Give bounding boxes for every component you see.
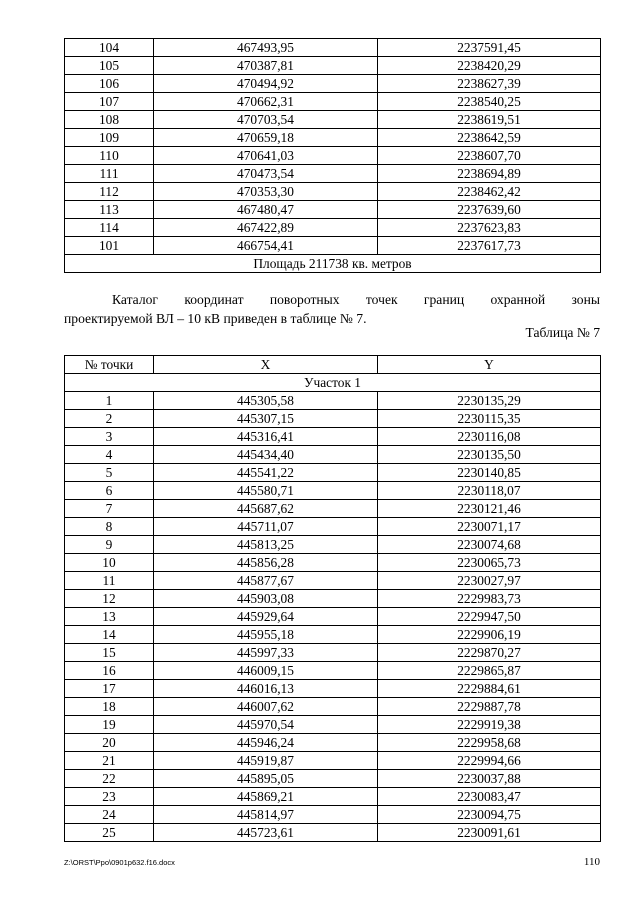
- y-coordinate-cell: 2237639,60: [378, 201, 601, 219]
- y-coordinate-cell: 2229947,50: [378, 608, 601, 626]
- point-number-cell: 1: [65, 392, 154, 410]
- table-row: [65, 698, 601, 716]
- x-coordinate-cell: 445316,41: [154, 428, 378, 446]
- table-row: [65, 788, 601, 806]
- table-row: [65, 572, 601, 590]
- section-title: Участок 1: [65, 374, 601, 392]
- area-cell: Площадь 211738 кв. метров: [65, 255, 601, 273]
- y-coordinate-cell: 2237623,83: [378, 219, 601, 237]
- table-row: [65, 165, 601, 183]
- paragraph-word: точек: [365, 292, 398, 307]
- x-coordinate-cell: 445929,64: [154, 608, 378, 626]
- point-number-cell: 104: [65, 39, 154, 57]
- point-number-cell: 9: [65, 536, 154, 554]
- point-number-cell: 23: [65, 788, 154, 806]
- table-row: [65, 518, 601, 536]
- x-coordinate-cell: 470387,81: [154, 57, 378, 75]
- y-coordinate-cell: 2229958,68: [378, 734, 601, 752]
- point-number-cell: 2: [65, 410, 154, 428]
- x-coordinate-cell: 466754,41: [154, 237, 378, 255]
- y-coordinate-cell: 2238607,70: [378, 147, 601, 165]
- table-row: [65, 752, 601, 770]
- x-coordinate-cell: 445305,58: [154, 392, 378, 410]
- table-row: [65, 482, 601, 500]
- table-row: [65, 410, 601, 428]
- y-coordinate-cell: 2238694,89: [378, 165, 601, 183]
- point-number-cell: 11: [65, 572, 154, 590]
- table-row: [65, 392, 601, 410]
- table-row: [65, 500, 601, 518]
- point-number-cell: 105: [65, 57, 154, 75]
- table-row: [65, 626, 601, 644]
- header-y: Y: [378, 356, 601, 374]
- table-row: [65, 183, 601, 201]
- point-number-cell: 19: [65, 716, 154, 734]
- table-row: [65, 536, 601, 554]
- point-number-cell: 3: [65, 428, 154, 446]
- y-coordinate-cell: 2230071,17: [378, 518, 601, 536]
- y-coordinate-cell: 2230074,68: [378, 536, 601, 554]
- table-row: [65, 644, 601, 662]
- point-number-cell: 16: [65, 662, 154, 680]
- table-header-row: [65, 356, 601, 374]
- y-coordinate-cell: 2230115,35: [378, 410, 601, 428]
- point-number-cell: 107: [65, 93, 154, 111]
- paragraph-line-1: [64, 290, 600, 309]
- y-coordinate-cell: 2230027,97: [378, 572, 601, 590]
- x-coordinate-cell: 445997,33: [154, 644, 378, 662]
- y-coordinate-cell: 2229919,38: [378, 716, 601, 734]
- x-coordinate-cell: 445814,97: [154, 806, 378, 824]
- point-number-cell: 24: [65, 806, 154, 824]
- y-coordinate-cell: 2229906,19: [378, 626, 601, 644]
- table-row: [65, 824, 601, 842]
- x-coordinate-cell: 445711,07: [154, 518, 378, 536]
- x-coordinate-cell: 467480,47: [154, 201, 378, 219]
- paragraph-word: координат: [184, 292, 244, 307]
- point-number-cell: 4: [65, 446, 154, 464]
- table-row: [65, 590, 601, 608]
- x-coordinate-cell: 445946,24: [154, 734, 378, 752]
- y-coordinate-cell: 2238540,25: [378, 93, 601, 111]
- y-coordinate-cell: 2238420,29: [378, 57, 601, 75]
- x-coordinate-cell: 445895,05: [154, 770, 378, 788]
- table-row: [65, 554, 601, 572]
- y-coordinate-cell: 2230121,46: [378, 500, 601, 518]
- x-coordinate-cell: 445580,71: [154, 482, 378, 500]
- paragraph-word: Каталог: [112, 292, 158, 307]
- x-coordinate-cell: 470353,30: [154, 183, 378, 201]
- table-row: [65, 201, 601, 219]
- x-coordinate-cell: 445541,22: [154, 464, 378, 482]
- table-row: [65, 57, 601, 75]
- point-number-cell: 13: [65, 608, 154, 626]
- footer-file-path: Z:\ORST\Ppo\0901p632.f16.docx: [64, 858, 175, 867]
- table-row: [65, 219, 601, 237]
- x-coordinate-cell: 470494,92: [154, 75, 378, 93]
- x-coordinate-cell: 446016,13: [154, 680, 378, 698]
- area-row: [65, 255, 601, 273]
- table-row: [65, 75, 601, 93]
- table-row: [65, 608, 601, 626]
- x-coordinate-cell: 470662,31: [154, 93, 378, 111]
- x-coordinate-cell: 470659,18: [154, 129, 378, 147]
- y-coordinate-cell: 2230135,50: [378, 446, 601, 464]
- table-7-body: [65, 392, 601, 842]
- point-number-cell: 110: [65, 147, 154, 165]
- table-row: [65, 129, 601, 147]
- x-coordinate-cell: 446009,15: [154, 662, 378, 680]
- table-row: [65, 464, 601, 482]
- header-point-number: № точки: [65, 356, 154, 374]
- point-number-cell: 109: [65, 129, 154, 147]
- x-coordinate-cell: 445877,67: [154, 572, 378, 590]
- y-coordinate-cell: 2237617,73: [378, 237, 601, 255]
- y-coordinate-cell: 2230083,47: [378, 788, 601, 806]
- y-coordinate-cell: 2238619,51: [378, 111, 601, 129]
- y-coordinate-cell: 2230116,08: [378, 428, 601, 446]
- paragraph-word: охранной: [490, 292, 546, 307]
- point-number-cell: 21: [65, 752, 154, 770]
- header-x: X: [154, 356, 378, 374]
- x-coordinate-cell: 445903,08: [154, 590, 378, 608]
- point-number-cell: 7: [65, 500, 154, 518]
- point-number-cell: 6: [65, 482, 154, 500]
- table-row: [65, 734, 601, 752]
- table-row: [65, 111, 601, 129]
- y-coordinate-cell: 2230118,07: [378, 482, 601, 500]
- y-coordinate-cell: 2230091,61: [378, 824, 601, 842]
- point-number-cell: 8: [65, 518, 154, 536]
- x-coordinate-cell: 445919,87: [154, 752, 378, 770]
- point-number-cell: 111: [65, 165, 154, 183]
- table-row: [65, 806, 601, 824]
- table-row: [65, 680, 601, 698]
- x-coordinate-cell: 446007,62: [154, 698, 378, 716]
- point-number-cell: 20: [65, 734, 154, 752]
- y-coordinate-cell: 2229884,61: [378, 680, 601, 698]
- point-number-cell: 112: [65, 183, 154, 201]
- x-coordinate-cell: 445307,15: [154, 410, 378, 428]
- x-coordinate-cell: 467422,89: [154, 219, 378, 237]
- x-coordinate-cell: 445723,61: [154, 824, 378, 842]
- paragraph-word: зоны: [571, 292, 600, 307]
- coordinates-table-continued: [64, 38, 601, 273]
- point-number-cell: 101: [65, 237, 154, 255]
- catalog-paragraph: [64, 290, 600, 328]
- table-row: [65, 446, 601, 464]
- y-coordinate-cell: 2230135,29: [378, 392, 601, 410]
- paragraph-word: поворотных: [269, 292, 340, 307]
- point-number-cell: 22: [65, 770, 154, 788]
- y-coordinate-cell: 2229994,66: [378, 752, 601, 770]
- point-number-cell: 18: [65, 698, 154, 716]
- table-row: [65, 662, 601, 680]
- y-coordinate-cell: 2229865,87: [378, 662, 601, 680]
- table-row: [65, 716, 601, 734]
- x-coordinate-cell: 445955,18: [154, 626, 378, 644]
- coordinates-table-body: [65, 39, 601, 255]
- paragraph-word: границ: [423, 292, 465, 307]
- point-number-cell: 114: [65, 219, 154, 237]
- y-coordinate-cell: 2230140,85: [378, 464, 601, 482]
- x-coordinate-cell: 445856,28: [154, 554, 378, 572]
- table-row: [65, 770, 601, 788]
- table-row: [65, 39, 601, 57]
- section-row: [65, 374, 601, 392]
- paragraph-line-2: проектируемой ВЛ – 10 кВ приведен в таблице № 7.: [64, 311, 367, 326]
- table-row: [65, 147, 601, 165]
- x-coordinate-cell: 445970,54: [154, 716, 378, 734]
- y-coordinate-cell: 2229870,27: [378, 644, 601, 662]
- y-coordinate-cell: 2230065,73: [378, 554, 601, 572]
- x-coordinate-cell: 470473,54: [154, 165, 378, 183]
- x-coordinate-cell: 445687,62: [154, 500, 378, 518]
- point-number-cell: 25: [65, 824, 154, 842]
- point-number-cell: 113: [65, 201, 154, 219]
- table-row: [65, 428, 601, 446]
- y-coordinate-cell: 2229887,78: [378, 698, 601, 716]
- point-number-cell: 106: [65, 75, 154, 93]
- y-coordinate-cell: 2230094,75: [378, 806, 601, 824]
- table-7: [64, 355, 601, 842]
- table-caption: Таблица № 7: [525, 325, 600, 340]
- y-coordinate-cell: 2230037,88: [378, 770, 601, 788]
- table-row: [65, 237, 601, 255]
- x-coordinate-cell: 445434,40: [154, 446, 378, 464]
- table-row: [65, 93, 601, 111]
- x-coordinate-cell: 445813,25: [154, 536, 378, 554]
- point-number-cell: 108: [65, 111, 154, 129]
- point-number-cell: 12: [65, 590, 154, 608]
- y-coordinate-cell: 2237591,45: [378, 39, 601, 57]
- page-number: 110: [583, 856, 600, 868]
- y-coordinate-cell: 2238462,42: [378, 183, 601, 201]
- point-number-cell: 5: [65, 464, 154, 482]
- x-coordinate-cell: 445869,21: [154, 788, 378, 806]
- y-coordinate-cell: 2238627,39: [378, 75, 601, 93]
- x-coordinate-cell: 470703,54: [154, 111, 378, 129]
- x-coordinate-cell: 467493,95: [154, 39, 378, 57]
- point-number-cell: 15: [65, 644, 154, 662]
- x-coordinate-cell: 470641,03: [154, 147, 378, 165]
- y-coordinate-cell: 2238642,59: [378, 129, 601, 147]
- point-number-cell: 14: [65, 626, 154, 644]
- point-number-cell: 10: [65, 554, 154, 572]
- point-number-cell: 17: [65, 680, 154, 698]
- y-coordinate-cell: 2229983,73: [378, 590, 601, 608]
